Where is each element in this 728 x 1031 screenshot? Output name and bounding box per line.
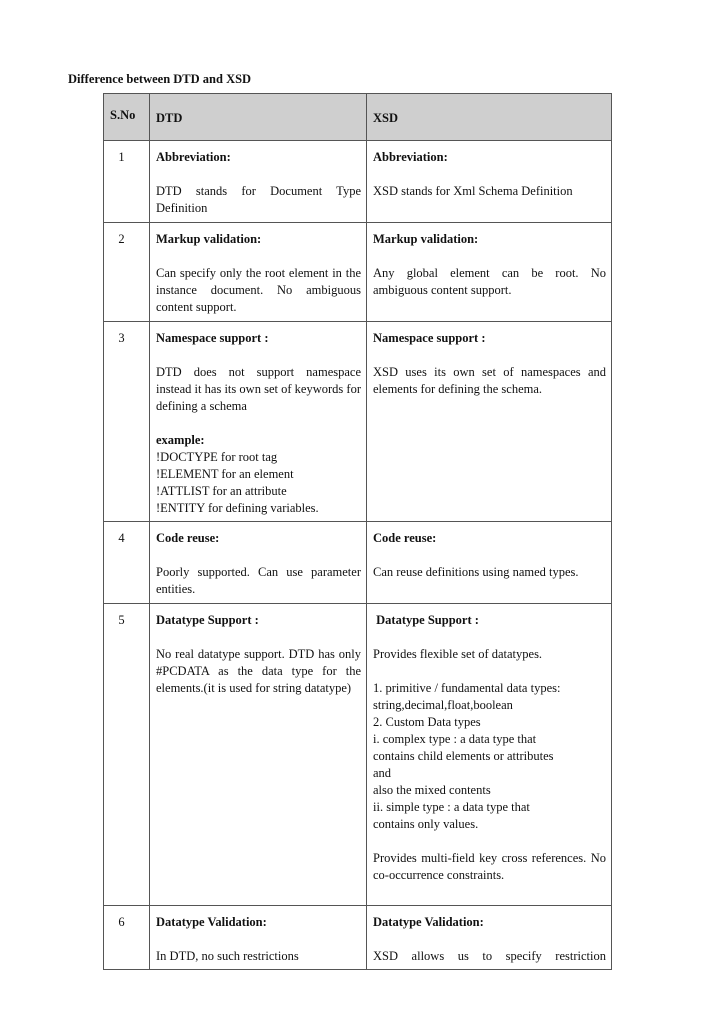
header-dtd: DTD xyxy=(150,94,367,141)
xsd-text: XSD uses its own set of namespaces and elements for defining the schema. xyxy=(373,365,606,396)
xsd-list-line: i. complex type : a data type that xyxy=(373,732,537,746)
xsd-text-2: Provides multi-field key cross references. No co-occurrence constraints. xyxy=(373,851,606,882)
dtd-heading: Namespace support : xyxy=(156,331,269,345)
table-row xyxy=(104,906,612,970)
dtd-heading: Code reuse: xyxy=(156,531,220,545)
dtd-cell xyxy=(150,604,367,906)
dtd-cell xyxy=(150,906,367,970)
dtd-heading: Markup validation: xyxy=(156,232,262,246)
xsd-cell xyxy=(367,141,612,223)
table-row xyxy=(104,141,612,223)
xsd-heading: Datatype Support : xyxy=(373,613,479,627)
xsd-cell xyxy=(367,522,612,604)
row-number: 4 xyxy=(104,522,150,604)
header-sno: S.No xyxy=(104,94,150,141)
xsd-text: Provides flexible set of datatypes. xyxy=(373,647,543,661)
xsd-text: Any global element can be root. No ambiguous content support. xyxy=(373,266,606,297)
dtd-example-line: !ATTLIST for an attribute xyxy=(156,484,287,498)
dtd-cell xyxy=(150,522,367,604)
table-row xyxy=(104,223,612,322)
xsd-heading: Abbreviation: xyxy=(373,150,448,164)
dtd-text: In DTD, no such restrictions xyxy=(156,949,299,963)
row-number: 3 xyxy=(104,322,150,522)
dtd-text: DTD stands for Document Type Definition xyxy=(156,184,361,215)
table-header-row xyxy=(104,94,612,141)
header-xsd: XSD xyxy=(367,94,612,141)
xsd-list-line: 2. Custom Data types xyxy=(373,715,481,729)
dtd-example-line: !DOCTYPE for root tag xyxy=(156,450,278,464)
xsd-list-line: contains child elements or attributes xyxy=(373,749,554,763)
dtd-heading: Datatype Support : xyxy=(156,613,259,627)
xsd-list-line: and xyxy=(373,766,392,780)
dtd-text: No real datatype support. DTD has only #PCDATA as the data type for the elements.(it is used for string datatype) xyxy=(156,647,361,695)
comparison-table xyxy=(103,93,612,970)
xsd-heading: Namespace support : xyxy=(373,331,486,345)
xsd-cell xyxy=(367,223,612,322)
document-title: Difference between DTD and XSD xyxy=(68,72,252,86)
row-number: 5 xyxy=(104,604,150,906)
xsd-list-line: 1. primitive / fundamental data types: xyxy=(373,681,561,695)
dtd-heading: Abbreviation: xyxy=(156,150,231,164)
xsd-text: Can reuse definitions using named types. xyxy=(373,565,579,579)
row-number: 2 xyxy=(104,223,150,322)
xsd-text: XSD allows us to specify restriction xyxy=(373,949,606,963)
dtd-text: Poorly supported. Can use parameter entities. xyxy=(156,565,361,596)
dtd-text: DTD does not support namespace instead it has its own set of keywords for defining a schema xyxy=(156,365,361,413)
row-number: 1 xyxy=(104,141,150,223)
xsd-list-line: ii. simple type : a data type that xyxy=(373,800,530,814)
table-row xyxy=(104,604,612,906)
row-number: 6 xyxy=(104,906,150,970)
dtd-cell xyxy=(150,223,367,322)
dtd-cell xyxy=(150,322,367,522)
dtd-example-label: example: xyxy=(156,433,205,447)
dtd-text: Can specify only the root element in the instance document. No ambiguous content support. xyxy=(156,266,361,314)
dtd-heading: Datatype Validation: xyxy=(156,915,267,929)
xsd-list-line: also the mixed contents xyxy=(373,783,491,797)
xsd-list-line: contains only values. xyxy=(373,817,479,831)
xsd-cell xyxy=(367,906,612,970)
dtd-example-line: !ELEMENT for an element xyxy=(156,467,294,481)
xsd-heading: Code reuse: xyxy=(373,531,437,545)
dtd-example-line: !ENTITY for defining variables. xyxy=(156,501,319,515)
dtd-cell xyxy=(150,141,367,223)
xsd-heading: Markup validation: xyxy=(373,232,479,246)
xsd-heading: Datatype Validation: xyxy=(373,915,484,929)
xsd-cell xyxy=(367,604,612,906)
xsd-list-line: string,decimal,float,boolean xyxy=(373,698,513,712)
xsd-text: XSD stands for Xml Schema Definition xyxy=(373,184,573,198)
table-row xyxy=(104,322,612,522)
table-row xyxy=(104,522,612,604)
xsd-cell xyxy=(367,322,612,522)
